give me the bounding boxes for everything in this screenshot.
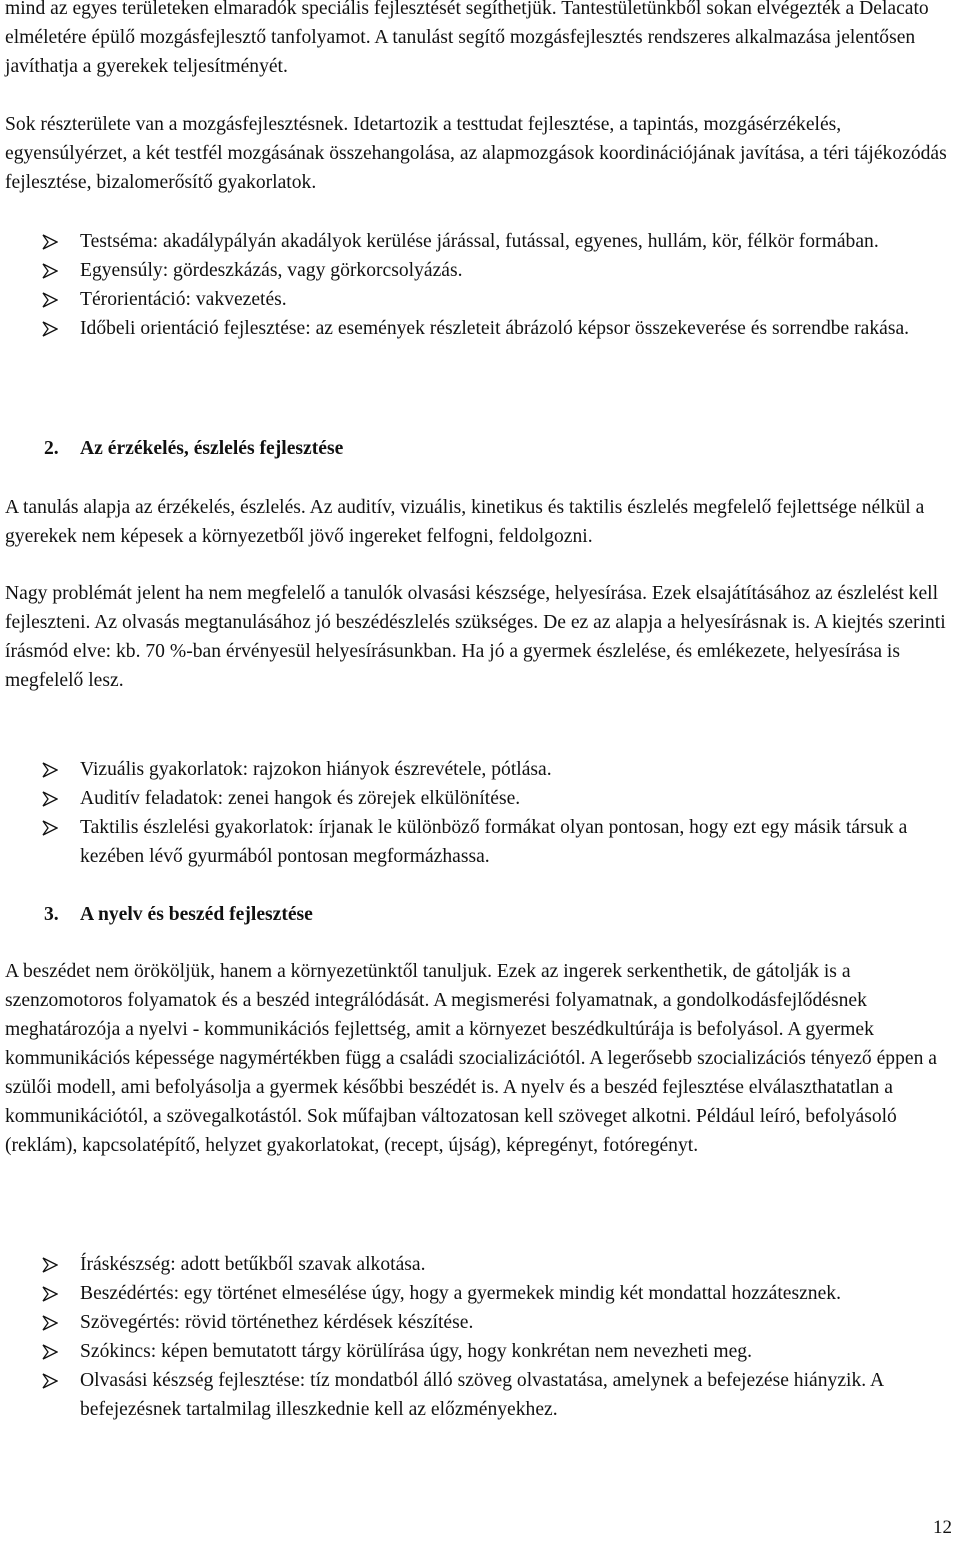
arrow-bullet-icon — [42, 321, 58, 337]
bullet-text: Taktilis észlelési gyakorlatok: írjanak le különböző formákat olyan pontosan, hogy ezt egy másik társuk a kezében lévő gyurmából pontosan megformázhassa. — [80, 817, 908, 867]
section-2-heading — [44, 434, 343, 463]
arrow-bullet-icon — [42, 1315, 58, 1331]
list-item — [0, 285, 955, 314]
arrow-bullet-icon — [42, 820, 58, 836]
arrow-bullet-icon — [42, 292, 58, 308]
intro-paragraph: mind az egyes területeken elmaradók speciális fejlesztését segíthetjük. Tantestületünkből sokan elvégezték a Delacato elméletére épülő mozgásfejlesztő tanfolyamot. A tanulást segítő mozgásfejlesztés rendszeres alkalmazása jelentősen javíthatja a gyerekek teljesítményét. — [5, 0, 929, 77]
section-2-paragraph-b: Nagy problémát jelent ha nem megfelelő a tanulók olvasási készsége, helyesírása. Ezek elsajátításához az észlelést kell fejleszteni. Az olvasás megtanulásához jó beszédészlelés szükséges. De ez az alapja a helyesírásnak is. A kiejtés szerinti írásmód elve: kb. 70 %-ban érvényesül helyesírásunkban. Ha jó a gyermek észlelése, és emlékezete, helyesírása is megfelelő lesz. — [5, 583, 946, 691]
section-2-title: Az érzékelés, észlelés fejlesztése — [80, 438, 344, 459]
bullet-text: Testséma: akadálypályán akadályok kerülése járással, futással, egyenes, hullám, kör, félkör formában. — [80, 231, 879, 252]
section-2-paragraph-a: A tanulás alapja az érzékelés, észlelés. Az auditív, vizuális, kinetikus és taktilis észlelés megfelelő fejlettsége nélkül a gyerekek nem képesek a környezetből jövő ingereket felfogni, feldolgozni. — [5, 497, 925, 547]
arrow-bullet-icon — [42, 234, 58, 250]
list-item — [0, 1308, 955, 1337]
bullet-text: Térorientáció: vakvezetés. — [80, 289, 287, 310]
list-item — [0, 1337, 955, 1366]
list-item — [0, 227, 955, 256]
arrow-bullet-icon — [42, 263, 58, 279]
list-item — [0, 1366, 955, 1424]
section-3-paragraph: A beszédet nem örököljük, hanem a környezetünktől tanuljuk. Ezek az ingerek serkenthetik, de gátolják is a szenzomotoros folyamatok és a beszéd integrálódását. A megismerési folyamatnak, a gondolkodásfejlődésnek meghatározója a nyelvi - kommunikációs fejlettség, amit a környezet beszédkultúrája is befolyásol. A gyermek kommunikációs képessége nagymértékben függ a családi szocializációtól. A legerősebb szocializációs tényező éppen a szülői modell, ami befolyásolja a gyermek későbbi beszédét is. A nyelv és a beszéd fejlesztése elválaszthatatlan a kommunikációtól, a szövegalkotástól. Sok műfajban változatosan kell szöveget alkotni. Például leíró, befolyásoló (reklám), kapcsolatépítő, helyzet gyakorlatokat, (recept, újság), képregényt, fotóregényt. — [5, 961, 937, 1156]
movement-bullet-list — [0, 227, 955, 343]
bullet-text: Szókincs: képen bemutatott tárgy körülírása úgy, hogy konkrétan nem nevezheti meg. — [80, 1341, 752, 1362]
list-item — [0, 1250, 955, 1279]
section-2-number: 2. — [44, 438, 59, 459]
arrow-bullet-icon — [42, 1373, 58, 1389]
list-item — [0, 784, 955, 813]
section-3-bullet-list — [0, 1250, 955, 1424]
list-item — [0, 256, 955, 285]
bullet-text: Olvasási készség fejlesztése: tíz mondatból álló szöveg olvastatása, amelynek a befejezése hiányzik. A befejezésnek tartalmilag illeszkednie kell az előzményekhez. — [80, 1370, 884, 1420]
bullet-text: Egyensúly: gördeszkázás, vagy görkorcsolyázás. — [80, 260, 463, 281]
bullet-text: Íráskészség: adott betűkből szavak alkotása. — [80, 1254, 426, 1275]
bullet-text: Vizuális gyakorlatok: rajzokon hiányok észrevétele, pótlása. — [80, 759, 552, 780]
list-item — [0, 813, 955, 871]
list-item — [0, 755, 955, 784]
list-item — [0, 1279, 955, 1308]
list-item — [0, 314, 955, 343]
section-3-title: A nyelv és beszéd fejlesztése — [80, 904, 313, 925]
arrow-bullet-icon — [42, 791, 58, 807]
bullet-text: Szövegértés: rövid történethez kérdések készítése. — [80, 1312, 474, 1333]
section-3-number: 3. — [44, 904, 59, 925]
bullet-text: Beszédértés: egy történet elmesélése úgy, hogy a gyermekek mindig két mondattal hozzátesznek. — [80, 1283, 841, 1304]
arrow-bullet-icon — [42, 762, 58, 778]
page-number: 12 — [933, 1517, 952, 1538]
arrow-bullet-icon — [42, 1286, 58, 1302]
bullet-text: Időbeli orientáció fejlesztése: az események részleteit ábrázoló képsor összekeverése és sorrendbe rakása. — [80, 318, 910, 339]
arrow-bullet-icon — [42, 1257, 58, 1273]
movement-paragraph: Sok részterülete van a mozgásfejlesztésnek. Idetartozik a testtudat fejlesztése, a tapintás, mozgásérzékelés, egyensúlyérzet, a két testfél mozgásának összehangolása, az alapmozgások koordinációjának javítása, a téri tájékozódás fejlesztése, bizalomerősítő gyakorlatok. — [5, 114, 947, 193]
section-3-heading — [44, 900, 313, 929]
section-2-bullet-list — [0, 755, 955, 871]
bullet-text: Auditív feladatok: zenei hangok és zörejek elkülönítése. — [80, 788, 521, 809]
arrow-bullet-icon — [42, 1344, 58, 1360]
